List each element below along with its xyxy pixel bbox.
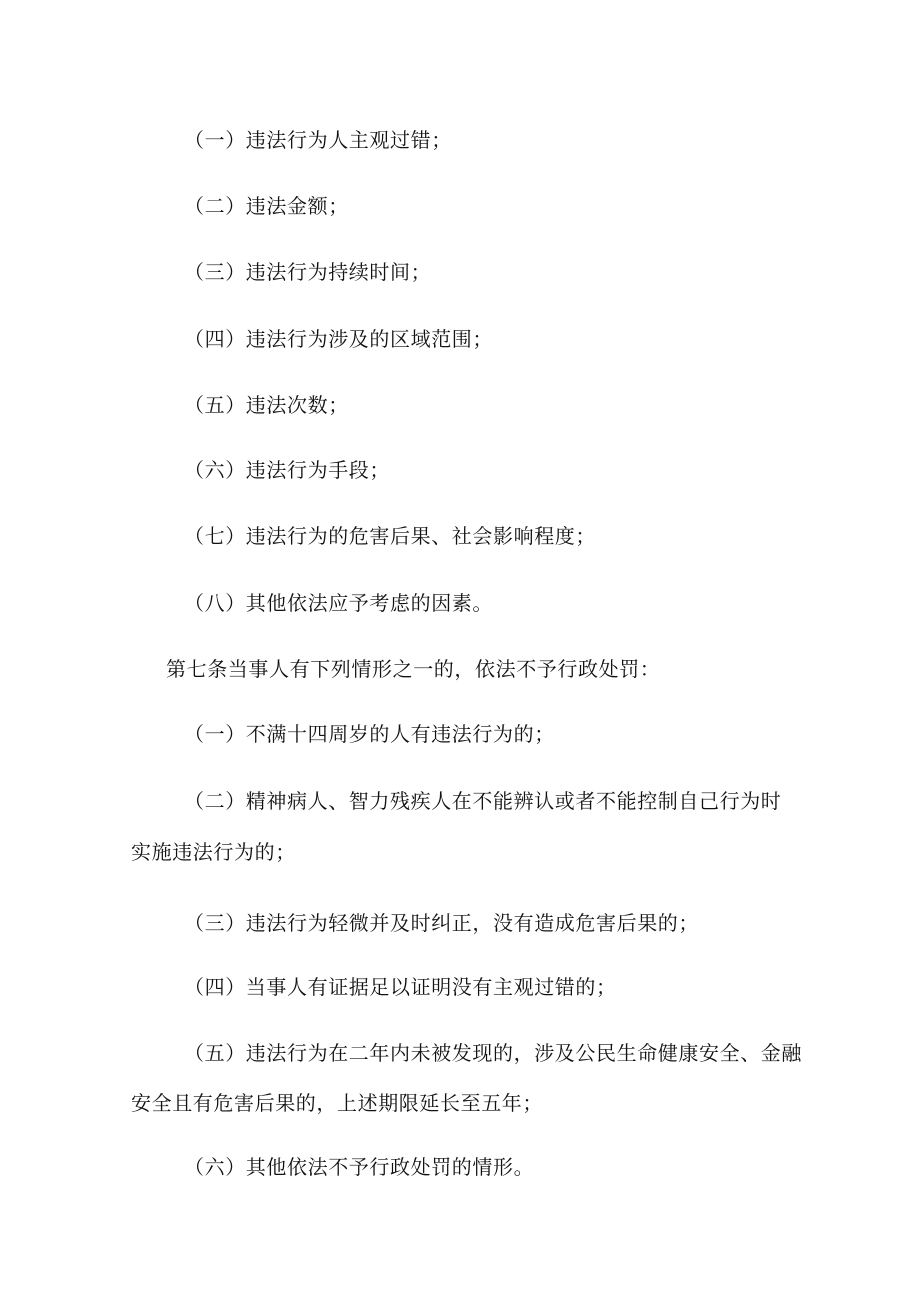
exemption-item-1: （一）不满十四周岁的人有违法行为的； — [184, 722, 555, 746]
factor-item-1: （一）违法行为人主观过错； — [184, 128, 452, 152]
factor-item-6: （六）违法行为手段； — [184, 458, 390, 482]
exemption-item-5: （五）违法行为在二年内未被发现的，涉及公民生命健康安全、金融 — [184, 1041, 802, 1065]
article-seven-heading: 第七条当事人有下列情形之一的，依法不予行政处罚： — [166, 657, 661, 681]
factor-item-5: （五）违法次数； — [184, 393, 349, 417]
exemption-item-5-continuation: 安全且有危害后果的，上述期限延长至五年； — [131, 1091, 543, 1115]
exemption-item-4: （四）当事人有证据足以证明没有主观过错的； — [184, 975, 617, 999]
factor-item-8: （八）其他依法应予考虑的因素。 — [184, 591, 493, 615]
exemption-item-6: （六）其他依法不予行政处罚的情形。 — [184, 1155, 535, 1179]
factor-item-4: （四）违法行为涉及的区域范围； — [184, 327, 493, 351]
exemption-item-2: （二）精神病人、智力残疾人在不能辨认或者不能控制自己行为时 — [184, 789, 782, 813]
exemption-item-3: （三）违法行为轻微并及时纠正，没有造成危害后果的； — [184, 911, 699, 935]
exemption-item-2-continuation: 实施违法行为的； — [131, 840, 296, 864]
factor-item-3: （三）违法行为持续时间； — [184, 260, 432, 284]
factor-item-7: （七）违法行为的危害后果、社会影响程度； — [184, 524, 596, 548]
factor-item-2: （二）违法金额； — [184, 194, 349, 218]
